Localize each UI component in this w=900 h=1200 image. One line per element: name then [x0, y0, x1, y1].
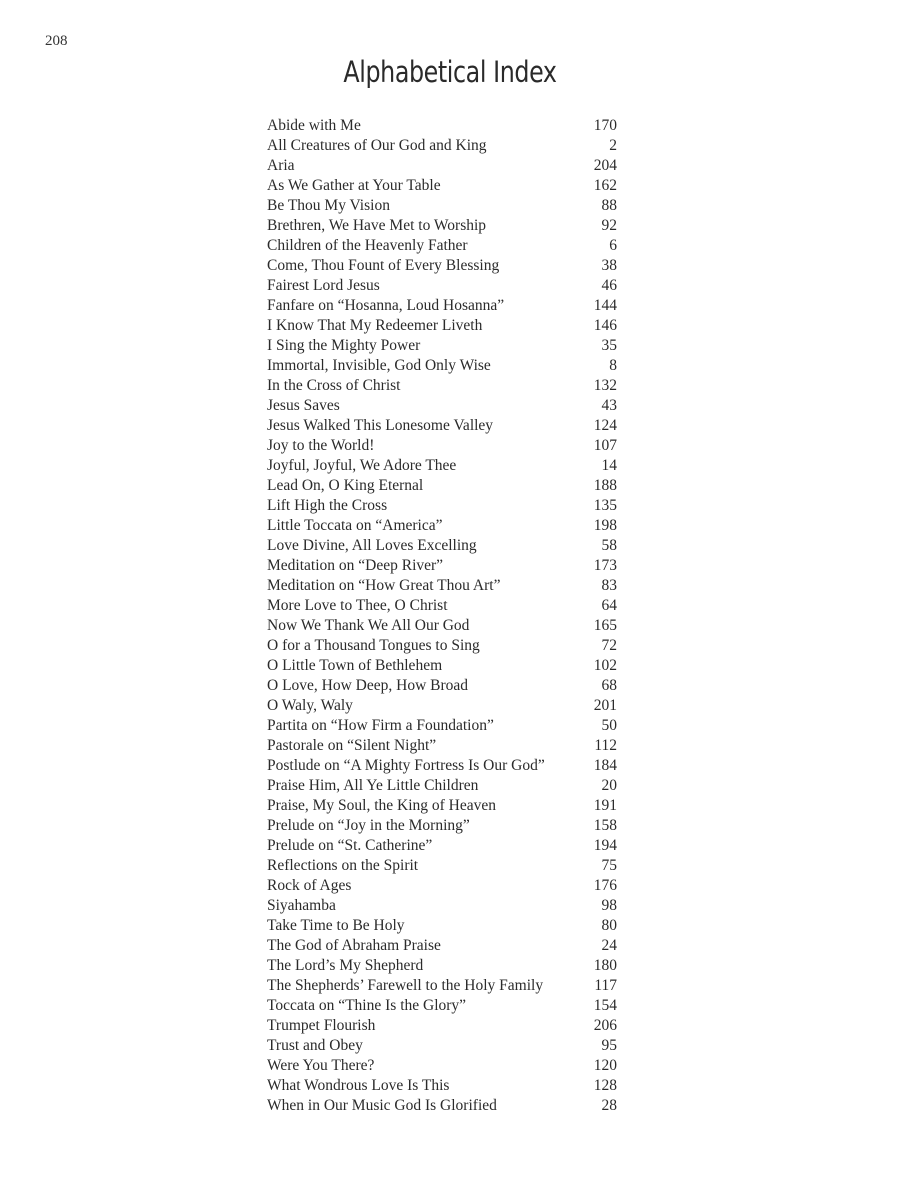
- entry-title: Were You There?: [267, 1057, 375, 1074]
- index-entry: [267, 376, 617, 396]
- entry-title: Toccata on “Thine Is the Glory”: [267, 997, 467, 1014]
- index-entry: [267, 436, 617, 456]
- entry-title: O Waly, Waly: [267, 697, 353, 714]
- index-entry: [267, 656, 617, 676]
- entry-title: Praise, My Soul, the King of Heaven: [267, 797, 497, 814]
- index-entry: [267, 136, 617, 156]
- entry-page-number: 43: [601, 397, 617, 414]
- index-entry: [267, 776, 617, 796]
- entry-title: Joy to the World!: [267, 437, 375, 454]
- entry-title: Postlude on “A Mighty Fortress Is Our God”: [267, 757, 545, 774]
- entry-title: As We Gather at Your Table: [267, 177, 441, 194]
- index-entry: [267, 456, 617, 476]
- entry-page-number: 6: [609, 237, 617, 254]
- entry-page-number: 50: [601, 717, 617, 734]
- page-number: 208: [45, 33, 68, 49]
- entry-page-number: 88: [601, 197, 617, 214]
- index-entry: [267, 516, 617, 536]
- index-entry: [267, 236, 617, 256]
- entry-page-number: 154: [593, 997, 617, 1014]
- entry-page-number: 92: [601, 217, 617, 234]
- entry-title: Brethren, We Have Met to Worship: [267, 217, 487, 234]
- entry-page-number: 144: [593, 297, 617, 314]
- entry-page-number: 158: [593, 817, 617, 834]
- entry-page-number: 38: [601, 257, 617, 274]
- entry-title: Joyful, Joyful, We Adore Thee: [267, 457, 457, 474]
- entry-title: Reflections on the Spirit: [267, 857, 419, 874]
- entry-title: Little Toccata on “America”: [267, 517, 443, 534]
- entry-page-number: 194: [593, 837, 617, 854]
- alphabetical-index-list: [267, 116, 617, 1116]
- entry-title: Jesus Saves: [267, 397, 340, 414]
- entry-page-number: 201: [593, 697, 617, 714]
- entry-page-number: 35: [601, 337, 617, 354]
- index-entry: [267, 1036, 617, 1056]
- entry-page-number: 204: [593, 157, 617, 174]
- entry-page-number: 128: [593, 1077, 617, 1094]
- entry-title: O Love, How Deep, How Broad: [267, 677, 469, 694]
- index-entry: [267, 836, 617, 856]
- entry-page-number: 8: [609, 357, 617, 374]
- entry-title: The Lord’s My Shepherd: [267, 957, 424, 974]
- index-entry: [267, 956, 617, 976]
- entry-title: Jesus Walked This Lonesome Valley: [267, 417, 494, 434]
- page-title: Alphabetical Index: [343, 55, 557, 89]
- entry-page-number: 188: [593, 477, 617, 494]
- entry-title: Fairest Lord Jesus: [267, 277, 380, 294]
- entry-title: I Know That My Redeemer Liveth: [267, 317, 483, 334]
- entry-title: Take Time to Be Holy: [267, 917, 405, 934]
- index-entry: [267, 216, 617, 236]
- index-entry: [267, 356, 617, 376]
- index-entry: [267, 1076, 617, 1096]
- index-entry: [267, 676, 617, 696]
- index-entry: [267, 496, 617, 516]
- entry-page-number: 117: [594, 977, 617, 994]
- entry-page-number: 165: [593, 617, 617, 634]
- entry-title: Fanfare on “Hosanna, Loud Hosanna”: [267, 297, 505, 314]
- entry-title: What Wondrous Love Is This: [267, 1077, 450, 1094]
- entry-title: When in Our Music God Is Glorified: [267, 1097, 497, 1114]
- entry-page-number: 132: [593, 377, 617, 394]
- index-entry: [267, 756, 617, 776]
- entry-title: The Shepherds’ Farewell to the Holy Family: [267, 977, 544, 994]
- entry-title: Prelude on “St. Catherine”: [267, 837, 433, 854]
- index-entry: [267, 796, 617, 816]
- index-entry: [267, 1016, 617, 1036]
- entry-title: Partita on “How Firm a Foundation”: [267, 717, 494, 734]
- entry-title: Rock of Ages: [267, 877, 352, 894]
- index-entry: [267, 916, 617, 936]
- index-entry: [267, 256, 617, 276]
- entry-page-number: 14: [601, 457, 617, 474]
- entry-page-number: 72: [601, 637, 617, 654]
- entry-page-number: 191: [593, 797, 617, 814]
- entry-page-number: 80: [601, 917, 617, 934]
- index-entry: [267, 336, 617, 356]
- index-entry: [267, 576, 617, 596]
- index-entry: [267, 316, 617, 336]
- index-entry: [267, 176, 617, 196]
- entry-title: O Little Town of Bethlehem: [267, 657, 443, 674]
- index-entry: [267, 1056, 617, 1076]
- entry-title: Meditation on “Deep River”: [267, 557, 444, 574]
- entry-page-number: 98: [601, 897, 617, 914]
- index-entry: [267, 156, 617, 176]
- entry-title: Aria: [267, 157, 295, 174]
- entry-page-number: 135: [593, 497, 617, 514]
- entry-title: Praise Him, All Ye Little Children: [267, 777, 479, 794]
- entry-page-number: 75: [601, 857, 617, 874]
- entry-title: Pastorale on “Silent Night”: [267, 737, 437, 754]
- index-entry: [267, 276, 617, 296]
- index-entry: [267, 116, 617, 136]
- index-entry: [267, 696, 617, 716]
- index-entry: [267, 196, 617, 216]
- entry-title: In the Cross of Christ: [267, 377, 401, 394]
- entry-page-number: 107: [593, 437, 617, 454]
- entry-page-number: 95: [601, 1037, 617, 1054]
- entry-title: Trust and Obey: [267, 1037, 363, 1054]
- entry-page-number: 102: [593, 657, 617, 674]
- index-entry: [267, 556, 617, 576]
- entry-page-number: 173: [593, 557, 617, 574]
- entry-page-number: 28: [601, 1097, 617, 1114]
- entry-page-number: 170: [593, 117, 617, 134]
- index-entry: [267, 296, 617, 316]
- index-entry: [267, 476, 617, 496]
- entry-title: Lead On, O King Eternal: [267, 477, 424, 494]
- entry-page-number: 58: [601, 537, 617, 554]
- entry-page-number: 68: [601, 677, 617, 694]
- entry-page-number: 83: [601, 577, 617, 594]
- index-entry: [267, 716, 617, 736]
- entry-title: All Creatures of Our God and King: [267, 137, 487, 154]
- entry-title: Immortal, Invisible, God Only Wise: [267, 357, 491, 374]
- index-entry: [267, 636, 617, 656]
- entry-title: Abide with Me: [267, 117, 361, 134]
- entry-title: Siyahamba: [267, 897, 336, 914]
- entry-title: Children of the Heavenly Father: [267, 237, 468, 254]
- entry-page-number: 176: [593, 877, 617, 894]
- index-entry: [267, 856, 617, 876]
- entry-page-number: 112: [594, 737, 617, 754]
- entry-page-number: 206: [593, 1017, 617, 1034]
- entry-title: Come, Thou Fount of Every Blessing: [267, 257, 500, 274]
- entry-page-number: 146: [593, 317, 617, 334]
- entry-title: The God of Abraham Praise: [267, 937, 441, 954]
- index-entry: [267, 416, 617, 436]
- entry-page-number: 24: [601, 937, 617, 954]
- index-entry: [267, 976, 617, 996]
- index-entry: [267, 396, 617, 416]
- entry-page-number: 46: [601, 277, 617, 294]
- entry-page-number: 2: [609, 137, 617, 154]
- entry-page-number: 198: [593, 517, 617, 534]
- entry-page-number: 120: [593, 1057, 617, 1074]
- entry-title: Love Divine, All Loves Excelling: [267, 537, 477, 554]
- entry-title: Meditation on “How Great Thou Art”: [267, 577, 501, 594]
- index-entry: [267, 876, 617, 896]
- entry-page-number: 180: [593, 957, 617, 974]
- index-entry: [267, 596, 617, 616]
- entry-title: O for a Thousand Tongues to Sing: [267, 637, 480, 654]
- index-entry: [267, 816, 617, 836]
- entry-title: I Sing the Mighty Power: [267, 337, 421, 354]
- entry-title: Be Thou My Vision: [267, 197, 390, 214]
- entry-page-number: 20: [601, 777, 617, 794]
- entry-page-number: 162: [593, 177, 617, 194]
- index-entry: [267, 536, 617, 556]
- index-entry: [267, 616, 617, 636]
- index-entry: [267, 896, 617, 916]
- index-entry: [267, 736, 617, 756]
- entry-title: Trumpet Flourish: [267, 1017, 376, 1034]
- index-entry: [267, 1096, 617, 1116]
- entry-page-number: 64: [601, 597, 617, 614]
- entry-title: Now We Thank We All Our God: [267, 617, 470, 634]
- index-entry: [267, 996, 617, 1016]
- index-entry: [267, 936, 617, 956]
- entry-title: Lift High the Cross: [267, 497, 388, 514]
- entry-title: More Love to Thee, O Christ: [267, 597, 448, 614]
- entry-title: Prelude on “Joy in the Morning”: [267, 817, 470, 834]
- entry-page-number: 184: [593, 757, 617, 774]
- entry-page-number: 124: [593, 417, 617, 434]
